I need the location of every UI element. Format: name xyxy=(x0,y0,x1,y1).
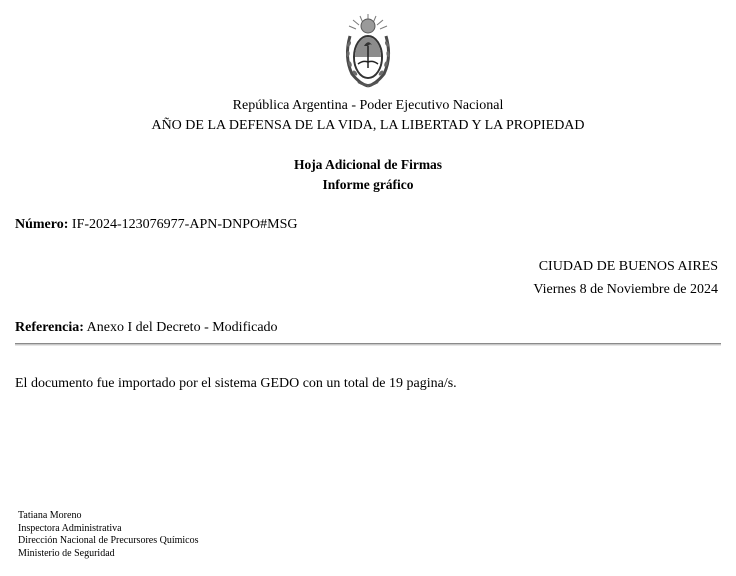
section-divider xyxy=(15,343,721,346)
body-text: El documento fue importado por el sistema GEDO con un total de 19 pagina/s. xyxy=(15,376,457,391)
numero-label: Número: xyxy=(15,217,69,232)
signer-ministry: Ministerio de Seguridad xyxy=(18,547,115,559)
city-name: CIUDAD DE BUENOS AIRES xyxy=(538,259,718,274)
signer-department: Dirección Nacional de Precursores Químicos xyxy=(18,535,199,547)
header-line-2: AÑO DE LA DEFENSA DE LA VIDA, LA LIBERTAD Y LA PROPIEDAD xyxy=(151,118,585,133)
referencia-field xyxy=(15,319,278,337)
signer-position: Inspectora Administrativa xyxy=(18,522,122,534)
referencia-value: Anexo I del Decreto - Modificado xyxy=(86,320,278,335)
signer-name: Tatiana Moreno xyxy=(18,510,82,521)
referencia-label: Referencia: xyxy=(15,320,84,335)
coat-of-arms-icon xyxy=(338,12,398,92)
signature-block xyxy=(18,510,199,560)
numero-field xyxy=(15,216,297,234)
document-date: Viernes 8 de Noviembre de 2024 xyxy=(533,282,718,297)
numero-value: IF-2024-123076977-APN-DNPO#MSG xyxy=(71,217,298,232)
header-line-1: República Argentina - Poder Ejecutivo Nacional xyxy=(232,98,504,113)
document-subtitle: Informe gráfico xyxy=(322,177,414,192)
document-title: Hoja Adicional de Firmas xyxy=(293,157,443,172)
